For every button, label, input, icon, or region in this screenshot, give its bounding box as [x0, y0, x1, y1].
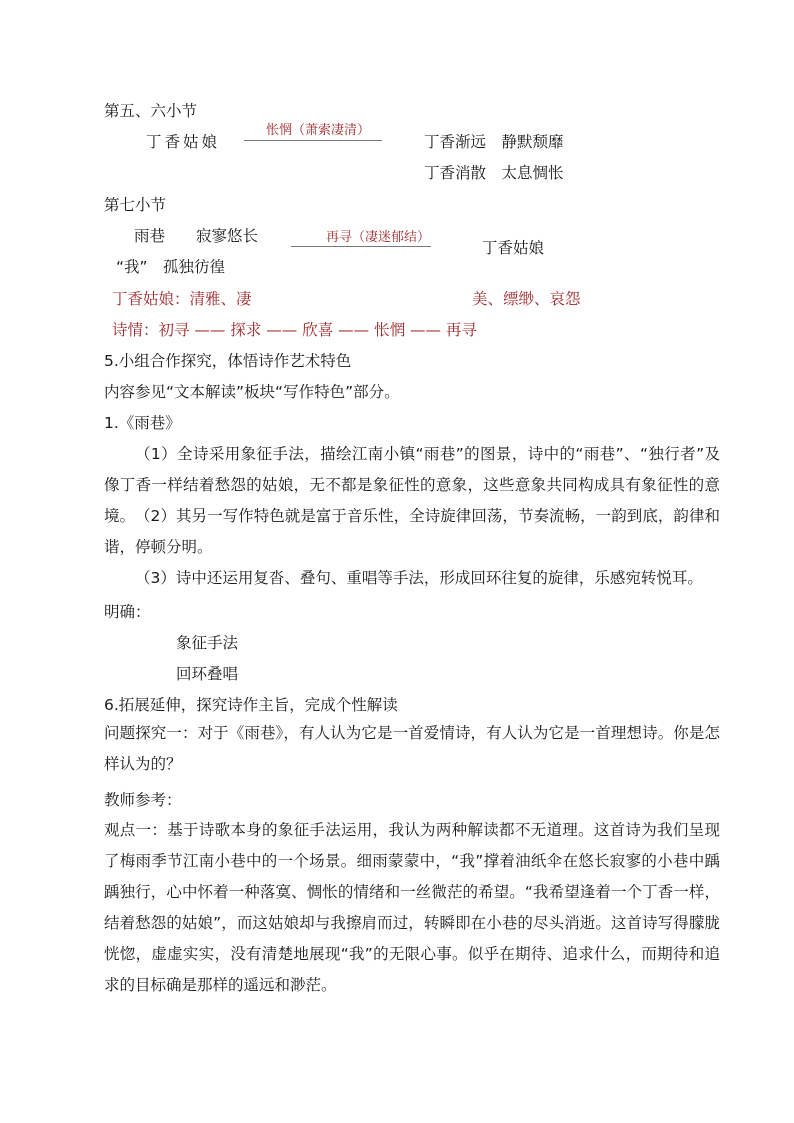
section7-left2: “我” 孤独彷徨 — [116, 258, 226, 276]
poem-paragraph-1: （1）全诗采用象征手法，描绘江南小镇“雨巷”的图景，诗中的“雨巷”、“独行者”及像丁香一样结着愁怨的姑娘，无不都是象征性的意象，这些意象共同构成具有象征性的意境。 — [104, 445, 720, 525]
clarify-point-2: 回环叠唱 — [176, 665, 239, 683]
item5-ref: 内容参见“文本解读”板块“写作特色”部分。 — [104, 383, 400, 401]
poem-paragraph-3: （3）诗中还运用复沓、叠句、重唱等手法，形成回环往复的旋律，乐感宛转悦耳。 — [135, 569, 703, 587]
clarify-label: 明确： — [104, 603, 151, 621]
item6-ref-label: 教师参考： — [104, 791, 182, 809]
section56-arrow-line — [244, 140, 382, 141]
summary-emotion: 诗情：初寻 —— 探求 —— 欣喜 —— 怅惘 —— 再寻 — [112, 321, 477, 339]
section7-arrow-label: 再寻（凄迷郁结） — [326, 230, 431, 245]
section7-right: 丁香姑娘 — [482, 239, 545, 257]
item6-title: 6.拓展延伸，探究诗作主旨，完成个性解读 — [104, 696, 398, 714]
section56-arrow-label: 怅惘（萧索凄清） — [266, 123, 371, 138]
summary-girl-left: 丁香姑娘：清雅、凄 — [112, 290, 252, 308]
summary-girl-right: 美、缥缈、哀怨 — [472, 290, 581, 308]
section56-right1: 丁香渐远 静默颓靡 — [424, 133, 564, 151]
section56-left: 丁香姑娘 — [146, 133, 221, 151]
item5-title: 5.小组合作探究，体悟诗作艺术特色 — [104, 352, 352, 370]
section56-heading: 第五、六小节 — [104, 102, 198, 120]
section56-right2: 丁香消散 太息惆怅 — [424, 164, 564, 182]
poem-title: 1.《雨巷》 — [104, 414, 181, 432]
item6-viewpoint: 观点一：基于诗歌本身的象征手法运用，我认为两种解读都不无道理。这首诗为我们呈现了梅雨季节江南小巷中的一个场景。细雨蒙蒙中，“我”撑着油纸伞在悠长寂寥的小巷中踽踽独行，心中怀着一种落寞、惆怅的情绪和一丝微茫的希望。“我希望逢着一个丁香一样，结着愁怨的姑娘”，而这姑娘却与我擦肩而过，转瞬即在小巷的尽头消逝。这首诗写得朦胧恍惚，虚虚实实，没有清楚地展现“我”的无限心事。似乎在期待、追求什么，而期待和追求的目标确是那样的遥远和渺茫。 — [104, 821, 720, 994]
poem-paragraph-2: （2）其另一写作特色就是富于音乐性，全诗旋律回荡，节奏流畅，一韵到底，韵律和谐，停顿分明。 — [104, 507, 720, 556]
clarify-point-1: 象征手法 — [176, 634, 239, 652]
item6-question: 问题探究一：对于《雨巷》，有人认为它是一首爱情诗，有人认为它是一首理想诗。你是怎样认为的？ — [104, 724, 720, 773]
section7-arrow-line — [291, 246, 431, 247]
section7-heading: 第七小节 — [104, 196, 167, 214]
section7-left1: 雨巷 寂寥悠长 — [134, 227, 259, 245]
